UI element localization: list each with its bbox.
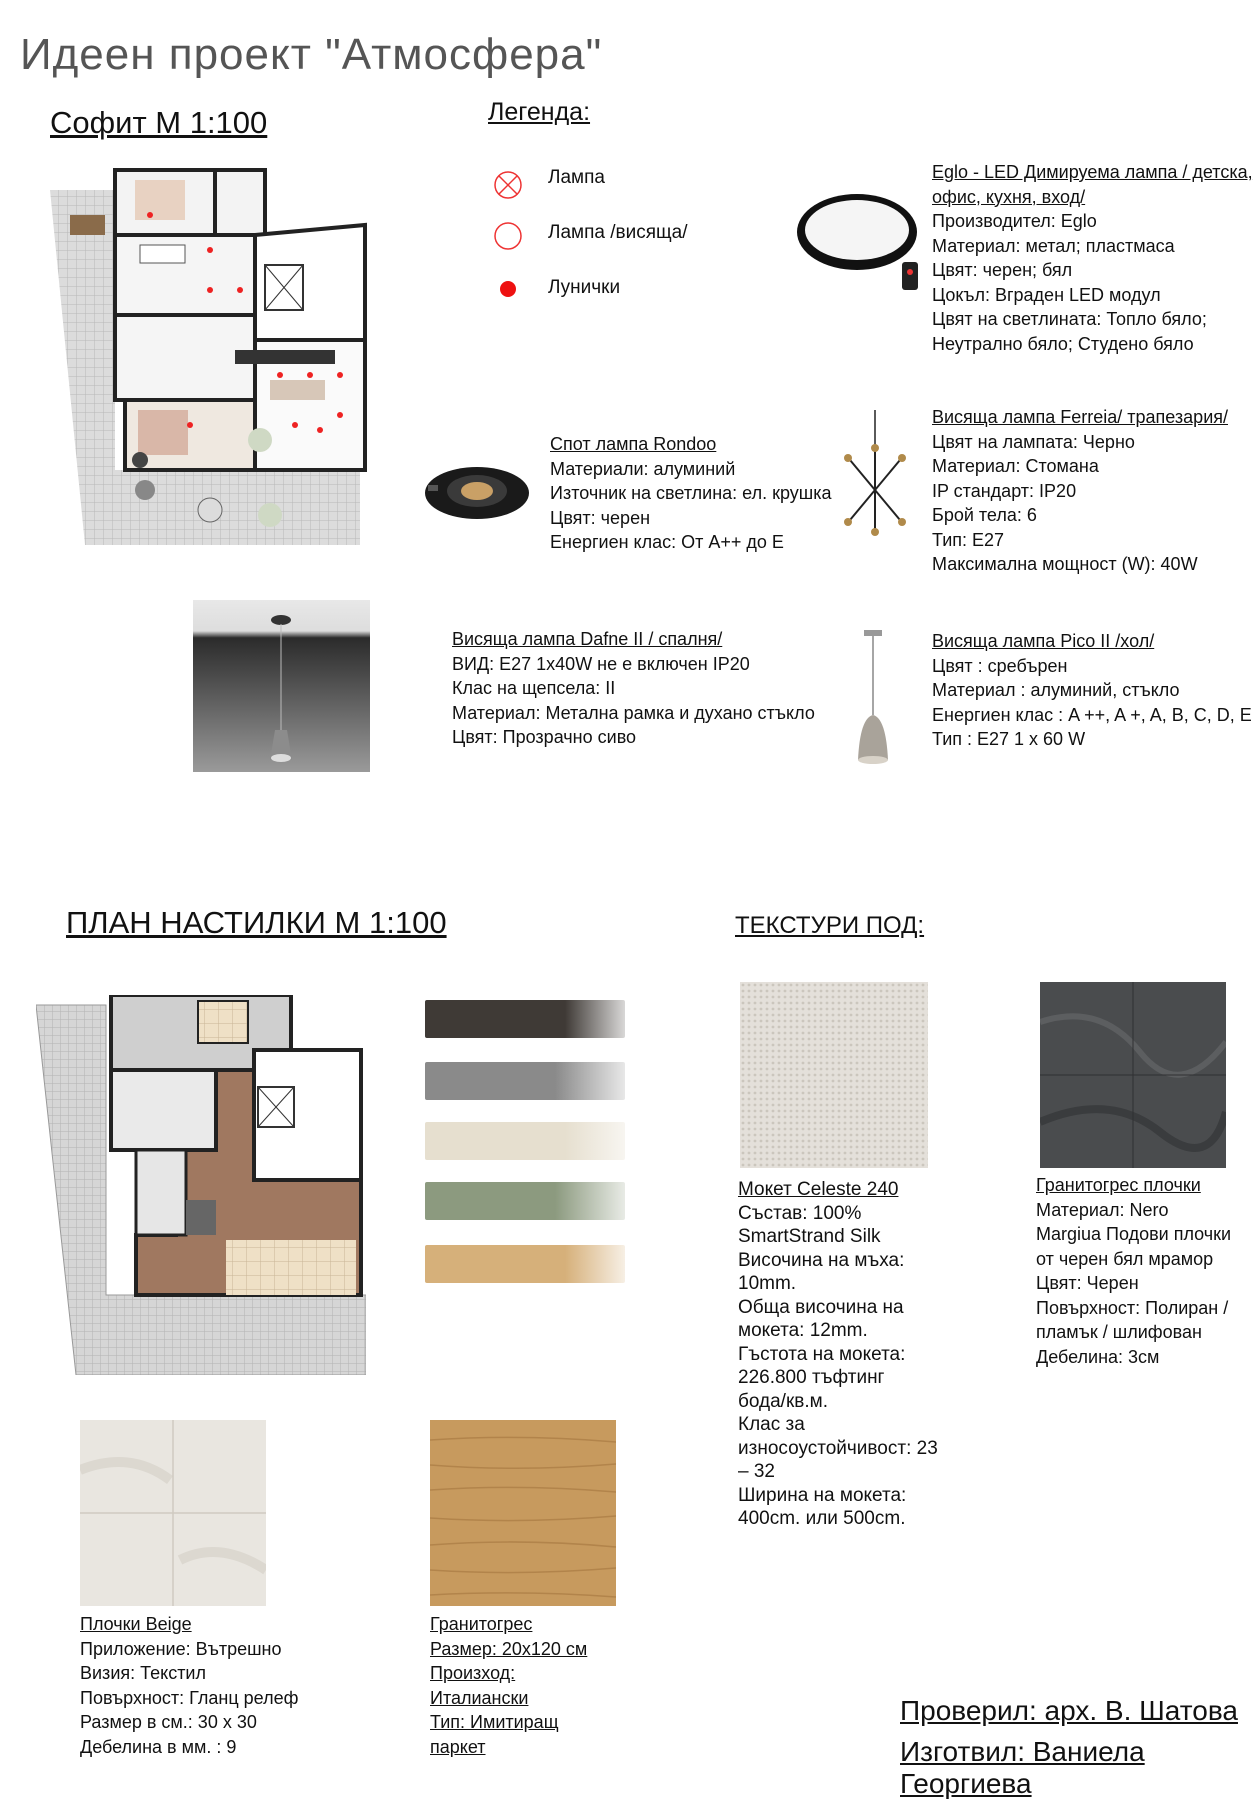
carpet-title: Мокет Celeste 240 bbox=[738, 1179, 899, 1200]
palette-swatch-3 bbox=[425, 1122, 625, 1160]
legend-heading: Легенда: bbox=[488, 98, 591, 126]
black-granite-line: Margiua Подови плочки bbox=[1036, 1224, 1232, 1244]
carpet-texture-image bbox=[740, 982, 928, 1168]
pico-line: Тип : E27 1 x 60 W bbox=[932, 729, 1086, 749]
black-granite-line: Повърхност: Полиран / bbox=[1036, 1297, 1229, 1318]
floor-plan-heading: ПЛАН НАСТИЛКИ М 1:100 bbox=[66, 905, 447, 940]
carpet-line: мокета: 12mm. bbox=[738, 1320, 868, 1341]
carpet-line: Височина на мъха: bbox=[738, 1249, 905, 1271]
eglo-description bbox=[932, 160, 1253, 356]
beige-tiles-line: Дебелина в мм. : 9 bbox=[80, 1736, 237, 1757]
ferreia-line: IP стандарт: IP20 bbox=[932, 480, 1077, 501]
ceiling-floor-plan bbox=[40, 160, 375, 545]
black-granite-line: от черен бял мрамор bbox=[1036, 1248, 1214, 1269]
ferreia-line: Тип: E27 bbox=[932, 529, 1005, 550]
lamp-symbol-icon bbox=[493, 170, 523, 200]
beige-tiles-line: Визия: Текстил bbox=[80, 1663, 206, 1683]
rondoo-title: Спот лампа Rondoo bbox=[550, 434, 717, 454]
parquet-line: паркет bbox=[430, 1736, 486, 1757]
parquet-texture-image bbox=[430, 1420, 616, 1606]
palette-swatch-4 bbox=[425, 1182, 625, 1220]
ferreia-title: Висяща лампа Ferreia/ трапезария/ bbox=[932, 407, 1228, 427]
legend-label-pendant: Лампа /висяща/ bbox=[548, 222, 688, 243]
dafne-lamp-image bbox=[193, 600, 370, 772]
carpet-line: Ширина на мокета: bbox=[738, 1484, 907, 1506]
black-granite-title: Гранитогрес плочки bbox=[1036, 1175, 1201, 1195]
parquet-line: Размер: 20х120 см bbox=[430, 1638, 588, 1659]
dafne-line: Цвят: Прозрачно сиво bbox=[452, 727, 637, 747]
eglo-title-2: офис, кухня, вход/ bbox=[932, 186, 1086, 207]
carpet-line: 400cm. или 500cm. bbox=[738, 1508, 906, 1529]
beige-tiles-description bbox=[80, 1612, 298, 1759]
black-granite-line: Цвят: Черен bbox=[1036, 1273, 1139, 1293]
eglo-line: Цокъл: Вграден LED модул bbox=[932, 284, 1161, 305]
carpet-line: износоустойчивост: 23 bbox=[738, 1437, 938, 1459]
parquet-title: Гранитогрес bbox=[430, 1614, 533, 1634]
dafne-title: Висяща лампа Dafne II / спалня/ bbox=[452, 629, 723, 649]
carpet-line: Обща височина на bbox=[738, 1296, 904, 1318]
dafne-line: Материал: Метална рамка и духано стъкло bbox=[452, 702, 815, 723]
carpet-line: 10mm. bbox=[738, 1273, 797, 1294]
rondoo-line: Цвят: черен bbox=[550, 507, 651, 528]
made-by: Изготвил: Ваниела Георгиева bbox=[900, 1736, 1145, 1799]
carpet-line: Гъстота на мокета: bbox=[738, 1343, 906, 1365]
palette-swatch-5 bbox=[425, 1245, 625, 1283]
beige-tiles-title: Плочки Beige bbox=[80, 1614, 192, 1634]
textures-heading: ТЕКСТУРИ ПОД: bbox=[735, 912, 925, 939]
rondoo-spot-image bbox=[420, 455, 535, 530]
rondoo-line: Източник на светлина: ел. крушка bbox=[550, 483, 832, 503]
page-title: Идеен проект "Атмосфера" bbox=[20, 30, 603, 79]
parquet-line: Тип: Имитиращ bbox=[430, 1712, 559, 1732]
pico-lamp-image bbox=[848, 630, 898, 775]
flooring-floor-plan bbox=[36, 995, 366, 1375]
eglo-line: Производител: Eglo bbox=[932, 211, 1097, 231]
ferreia-line: Максимална мощност (W): 40W bbox=[932, 554, 1198, 574]
dafne-description bbox=[452, 627, 815, 750]
dafne-line: Клас на щепсела: II bbox=[452, 678, 616, 698]
palette-swatch-1 bbox=[425, 1000, 625, 1038]
ferreia-description bbox=[932, 405, 1228, 577]
carpet-line: Клас за bbox=[738, 1414, 805, 1435]
carpet-line: – 32 bbox=[738, 1461, 775, 1482]
carpet-line: бода/кв.м. bbox=[738, 1390, 828, 1412]
carpet-description bbox=[738, 1178, 938, 1531]
eglo-title: Eglo - LED Димируема лампа / детска, bbox=[932, 162, 1253, 182]
pico-line: Цвят : сребърен bbox=[932, 655, 1068, 676]
checked-by: Проверил: арх. В. Шатова bbox=[900, 1695, 1238, 1726]
parquet-description bbox=[430, 1612, 587, 1759]
carpet-line: Състав: 100% bbox=[738, 1202, 862, 1224]
ferreia-line: Материал: Стомана bbox=[932, 456, 1099, 476]
dafne-line: ВИД: E27 1x40W не е включен IP20 bbox=[452, 653, 750, 674]
ceiling-plan-heading: Софит М 1:100 bbox=[50, 105, 268, 140]
beige-tiles-texture-image bbox=[80, 1420, 266, 1606]
eglo-line: Цвят на светлината: Топло бяло; bbox=[932, 309, 1207, 329]
black-granite-line: пламък / шлифован bbox=[1036, 1322, 1202, 1342]
pico-line: Материал : алуминий, стъкло bbox=[932, 680, 1180, 700]
eglo-line: Цвят: черен; бял bbox=[932, 260, 1073, 280]
carpet-line: SmartStrand Silk bbox=[738, 1226, 881, 1247]
legend-label-lamp: Лампа bbox=[548, 167, 605, 188]
rondoo-line: Материали: алуминий bbox=[550, 458, 736, 479]
eglo-lamp-image bbox=[792, 190, 927, 295]
parquet-line: Италиански bbox=[430, 1687, 529, 1708]
pico-description bbox=[932, 629, 1252, 752]
ferreia-line: Цвят на лампата: Черно bbox=[932, 431, 1135, 452]
beige-tiles-line: Размер в см.: 30 х 30 bbox=[80, 1712, 257, 1732]
ferreia-lamp-image bbox=[835, 410, 915, 545]
black-granite-texture-image bbox=[1040, 982, 1226, 1168]
spotlight-dot-icon bbox=[499, 280, 517, 298]
beige-tiles-line: Приложение: Вътрешно bbox=[80, 1638, 282, 1659]
rondoo-line: Енергиен клас: От А++ до Е bbox=[550, 532, 784, 552]
beige-tiles-line: Повърхност: Гланц релеф bbox=[80, 1687, 299, 1708]
black-granite-line: Дебелина: 3см bbox=[1036, 1346, 1160, 1367]
rondoo-description bbox=[550, 432, 832, 555]
carpet-line: 226.800 тъфтинг bbox=[738, 1367, 885, 1388]
eglo-line: Материал: метал; пластмаса bbox=[932, 235, 1175, 256]
parquet-line: Произход: bbox=[430, 1663, 516, 1683]
black-granite-description bbox=[1036, 1173, 1231, 1369]
eglo-line: Неутрално бяло; Студено бяло bbox=[932, 333, 1194, 354]
pendant-lamp-symbol-icon bbox=[493, 221, 523, 251]
pico-title: Висяща лампа Pico II /хол/ bbox=[932, 631, 1155, 651]
ferreia-line: Брой тела: 6 bbox=[932, 505, 1037, 525]
pico-line: Енергиен клас : A ++, A +, A, B, C, D, E bbox=[932, 704, 1252, 725]
black-granite-line: Материал: Nero bbox=[1036, 1199, 1169, 1220]
palette-swatch-2 bbox=[425, 1062, 625, 1100]
legend-label-spotlight: Лунички bbox=[548, 277, 621, 298]
